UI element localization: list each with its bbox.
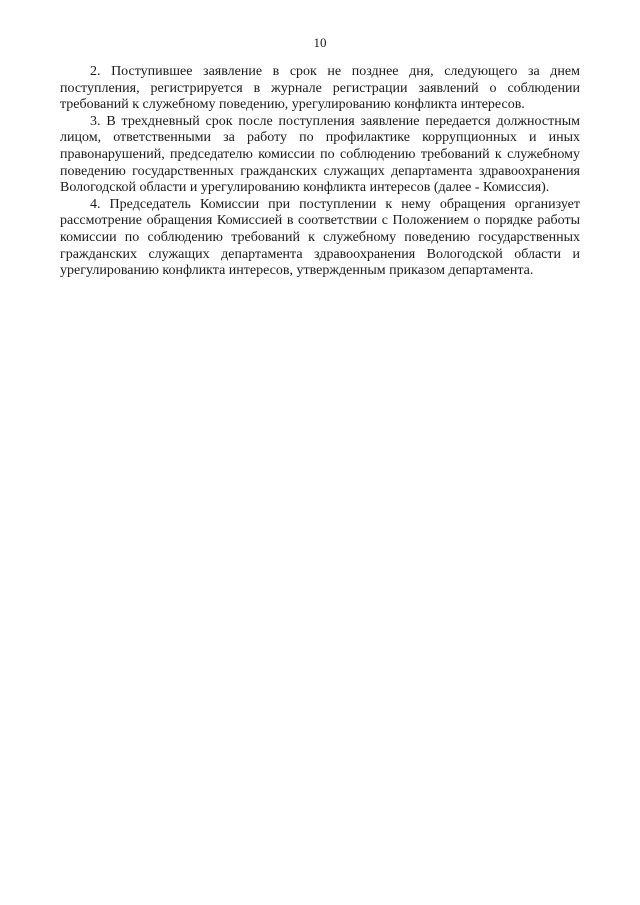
page-number: 10 — [313, 35, 327, 50]
paragraph-3: 3. В трехдневный срок после поступления заявление передается должностным лицом, ответственными за работу по профилактике коррупционных и иных правонарушений, председателю комиссии по соблюдению требований к служебному поведению государственных гражданских служащих департамента здравоохранения Вологодской области и урегулированию конфликта интересов (далее - Комиссия). — [60, 113, 580, 196]
document-body — [60, 64, 580, 280]
paragraph-4: 4. Председатель Комиссии при поступлении к нему обращения организует рассмотрение обращения Комиссией в соответствии с Положением о порядке работы комиссии по соблюдению требований к служебному поведению государственных гражданских служащих департамента здравоохранения Вологодской области и урегулированию конфликта интересов, утвержденным приказом департамента. — [60, 196, 580, 279]
paragraph-2: 2. Поступившее заявление в срок не позднее дня, следующего за днем поступления, регистрируется в журнале регистрации заявлений о соблюдении требований к служебному поведению, урегулированию конфликта интересов. — [60, 64, 580, 113]
